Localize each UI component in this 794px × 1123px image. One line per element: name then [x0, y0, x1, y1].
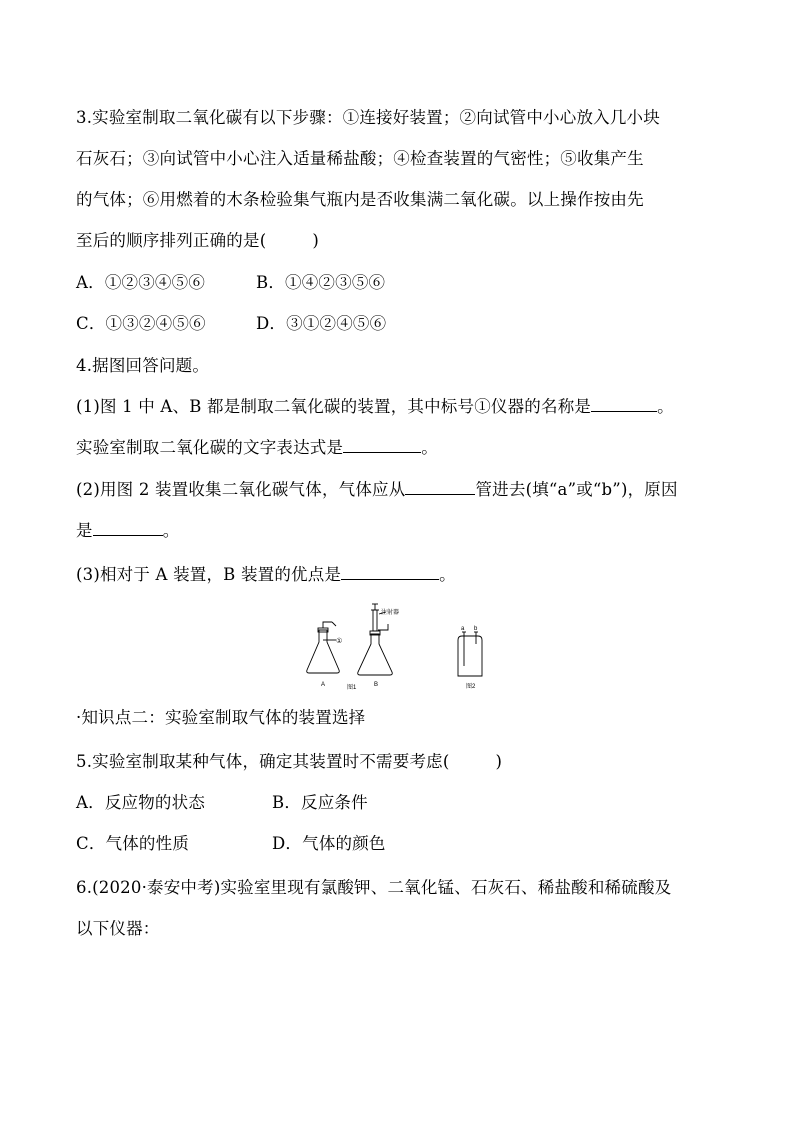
flask-a-icon [307, 630, 343, 673]
q4-blank-instrument-name[interactable] [591, 397, 657, 412]
q5-option-d: D．气体的颜色 [272, 834, 386, 853]
q4-part1-line2 [76, 438, 438, 458]
q4-blank-advantage[interactable] [341, 565, 439, 580]
q4-part1-end2: 。 [421, 438, 438, 457]
apparatus-drawing [300, 600, 500, 692]
q5-option-a: A．反应物的状态 [76, 793, 206, 812]
q3-line-1: 3.实验室制取二氧化碳有以下步骤：①连接好装置；②向试管中小心放入几小块 [76, 108, 660, 127]
q3-options-row-2 [76, 314, 386, 334]
q4-part2-text2: 管进去(填“a”或“b”)，原因 [475, 480, 678, 499]
q4-part2-text: (2)用图 2 装置收集二氧化碳气体，气体应从 [76, 480, 406, 499]
q3-line-2: 石灰石；③向试管中小心注入适量稀盐酸；④检查装置的气密性；⑤收集产生 [76, 149, 644, 168]
q4-part3-text: (3)相对于 A 装置，B 装置的优点是 [76, 565, 342, 584]
syringe-icon [373, 610, 377, 631]
q4-title: 4.据图回答问题。 [76, 356, 210, 375]
q5-option-b: B．反应条件 [272, 793, 368, 812]
q3-option-c: C．①③②④⑤⑥ [76, 314, 206, 333]
q5-options-row-2 [76, 834, 386, 854]
q5-stem [76, 752, 502, 772]
tube-a-label: a [461, 626, 465, 632]
q4-blank-tube[interactable] [405, 480, 475, 495]
q4-part2-text3: 是 [76, 521, 93, 540]
q5-option-c: C．气体的性质 [76, 834, 190, 853]
q4-part1-line1 [76, 397, 674, 417]
tube-b-label: b [474, 626, 478, 632]
q3-option-b: B．①④②③⑤⑥ [256, 273, 386, 292]
q4-blank-word-equation[interactable] [343, 438, 421, 453]
q6-line-2: 以下仪器： [76, 919, 160, 938]
q5-stem-text: 5.实验室制取某种气体，确定其装置时不需要考虑( [76, 752, 450, 771]
q3-option-a: A．①②③④⑤⑥ [76, 273, 206, 292]
label-b: B [374, 682, 379, 688]
syringe-label: 注射器 [381, 610, 400, 616]
q4-part2-end: 。 [162, 521, 180, 540]
q6-line-1: 6.(2020·泰安中考)实验室里现有氯酸钾、二氧化锰、石灰石、稀盐酸和稀硫酸及 [76, 878, 672, 897]
q5-options-row-1 [76, 793, 368, 813]
fig1-caption: 图1 [347, 685, 357, 691]
q4-part1-text: (1)图 1 中 A、B 都是制取二氧化碳的装置，其中标号①仪器的名称是 [76, 397, 592, 416]
q4-part2-line1 [76, 480, 678, 500]
q4-part1-end: 。 [657, 397, 674, 416]
q4-part1-text2: 实验室制取二氧化碳的文字表达式是 [76, 438, 344, 457]
label-a: A [321, 682, 326, 688]
q3-stem-end: 至后的顺序排列正确的是( [76, 231, 267, 250]
q3-option-d: D．③①②④⑤⑥ [256, 314, 387, 333]
collecting-bottle-icon [458, 636, 482, 676]
circle-one-label: ① [336, 637, 343, 645]
q4-blank-reason[interactable] [93, 521, 163, 536]
apparatus-figure [300, 600, 500, 692]
fig2-caption: 图2 [466, 684, 476, 690]
knowledge-point-heading: ·知识点二：实验室制取气体的装置选择 [76, 708, 366, 727]
flask-b-icon [358, 634, 393, 675]
q3-options-row-1 [76, 273, 385, 293]
q4-part3-line [76, 565, 456, 585]
q4-part3-end: 。 [439, 565, 456, 584]
q3-line-4 [76, 231, 319, 251]
q3-answer-paren: ) [312, 231, 319, 250]
q5-answer-paren: ) [495, 752, 503, 771]
q4-part2-line2 [76, 521, 179, 541]
q3-line-3: 的气体；⑥用燃着的木条检验集气瓶内是否收集满二氧化碳。以上操作按由先 [76, 190, 644, 209]
